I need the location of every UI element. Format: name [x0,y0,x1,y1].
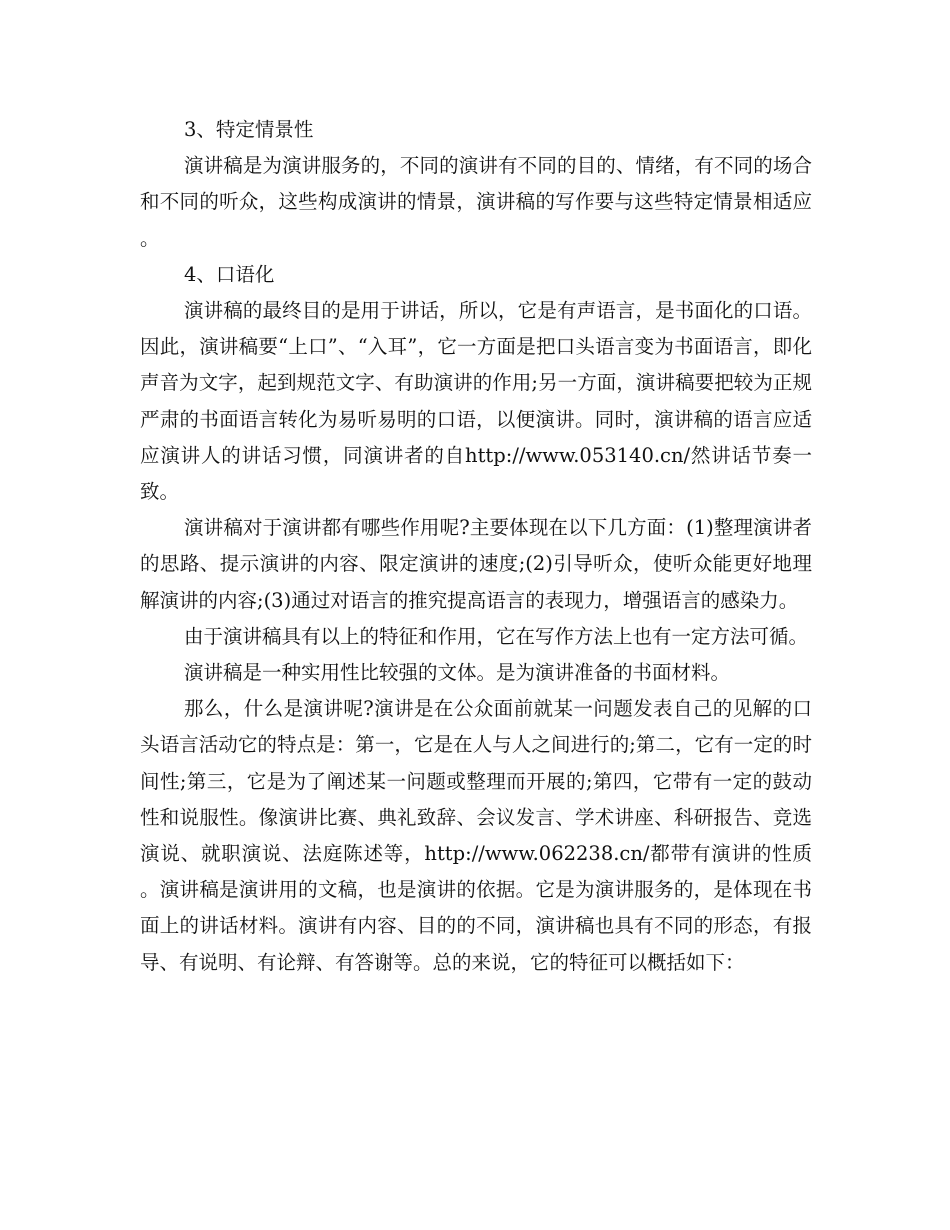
section-3-heading: 3、特定情景性 [184,118,314,141]
definition-paragraph: 演讲稿是一种实用性比较强的文体。是为演讲准备的书面材料。 [184,661,731,685]
method-paragraph: 由于演讲稿具有以上的特征和作用，它在写作方法上也有一定方法可循。 [184,624,809,648]
section-3-paragraph: 演讲稿是为演讲服务的，不同的演讲有不同的目的、情绪，有不同的场合和不同的听众，这些构成演讲的情景，演讲稿的写作要与这些特定情景相适应。 [140,154,812,250]
document-body [140,112,812,981]
section-4-paragraph: 演讲稿的最终目的是用于讲话，所以，它是有声语言，是书面化的口语。因此，演讲稿要“上口”、“入耳”，它一方面是把口头语言变为书面语言，即化声音为文字，起到规范文字、有助演讲的作用;另一方面，演讲稿要把较为正规严肃的书面语言转化为易听易明的口语，以便演讲。同时，演讲稿的语言应适应演讲人的讲话习惯，同演讲者的自http://www.053140.cn/然讲话节奏一致。 [140,299,812,504]
what-is-speech-paragraph: 那么，什么是演讲呢?演讲是在公众面前就某一问题发表自己的见解的口头语言活动它的特点是：第一，它是在人与人之间进行的;第二，它有一定的时间性;第三，它是为了阐述某一问题或整理而开展的;第四，它带有一定的鼓动性和说服性。像演讲比赛、典礼致辞、会议发言、学术讲座、科研报告、竞选演说、就职演说、法庭陈述等，http://www.062238.cn/都带有演讲的性质。演讲稿是演讲用的文稿，也是演讲的依据。它是为演讲服务的，是体现在书面上的讲话材料。演讲有内容、目的的不同，演讲稿也具有不同的形态，有报导、有说明、有论辩、有答谢等。总的来说，它的特征可以概括如下： [140,697,812,974]
functions-paragraph: 演讲稿对于演讲都有哪些作用呢?主要体现在以下几方面：(1)整理演讲者的思路、提示演讲的内容、限定演讲的速度;(2)引导听众，使听众能更好地理解演讲的内容;(3)通过对语言的推究提高语言的表现力，增强语言的感染力。 [140,516,812,612]
section-4-heading: 4、口语化 [184,262,275,286]
